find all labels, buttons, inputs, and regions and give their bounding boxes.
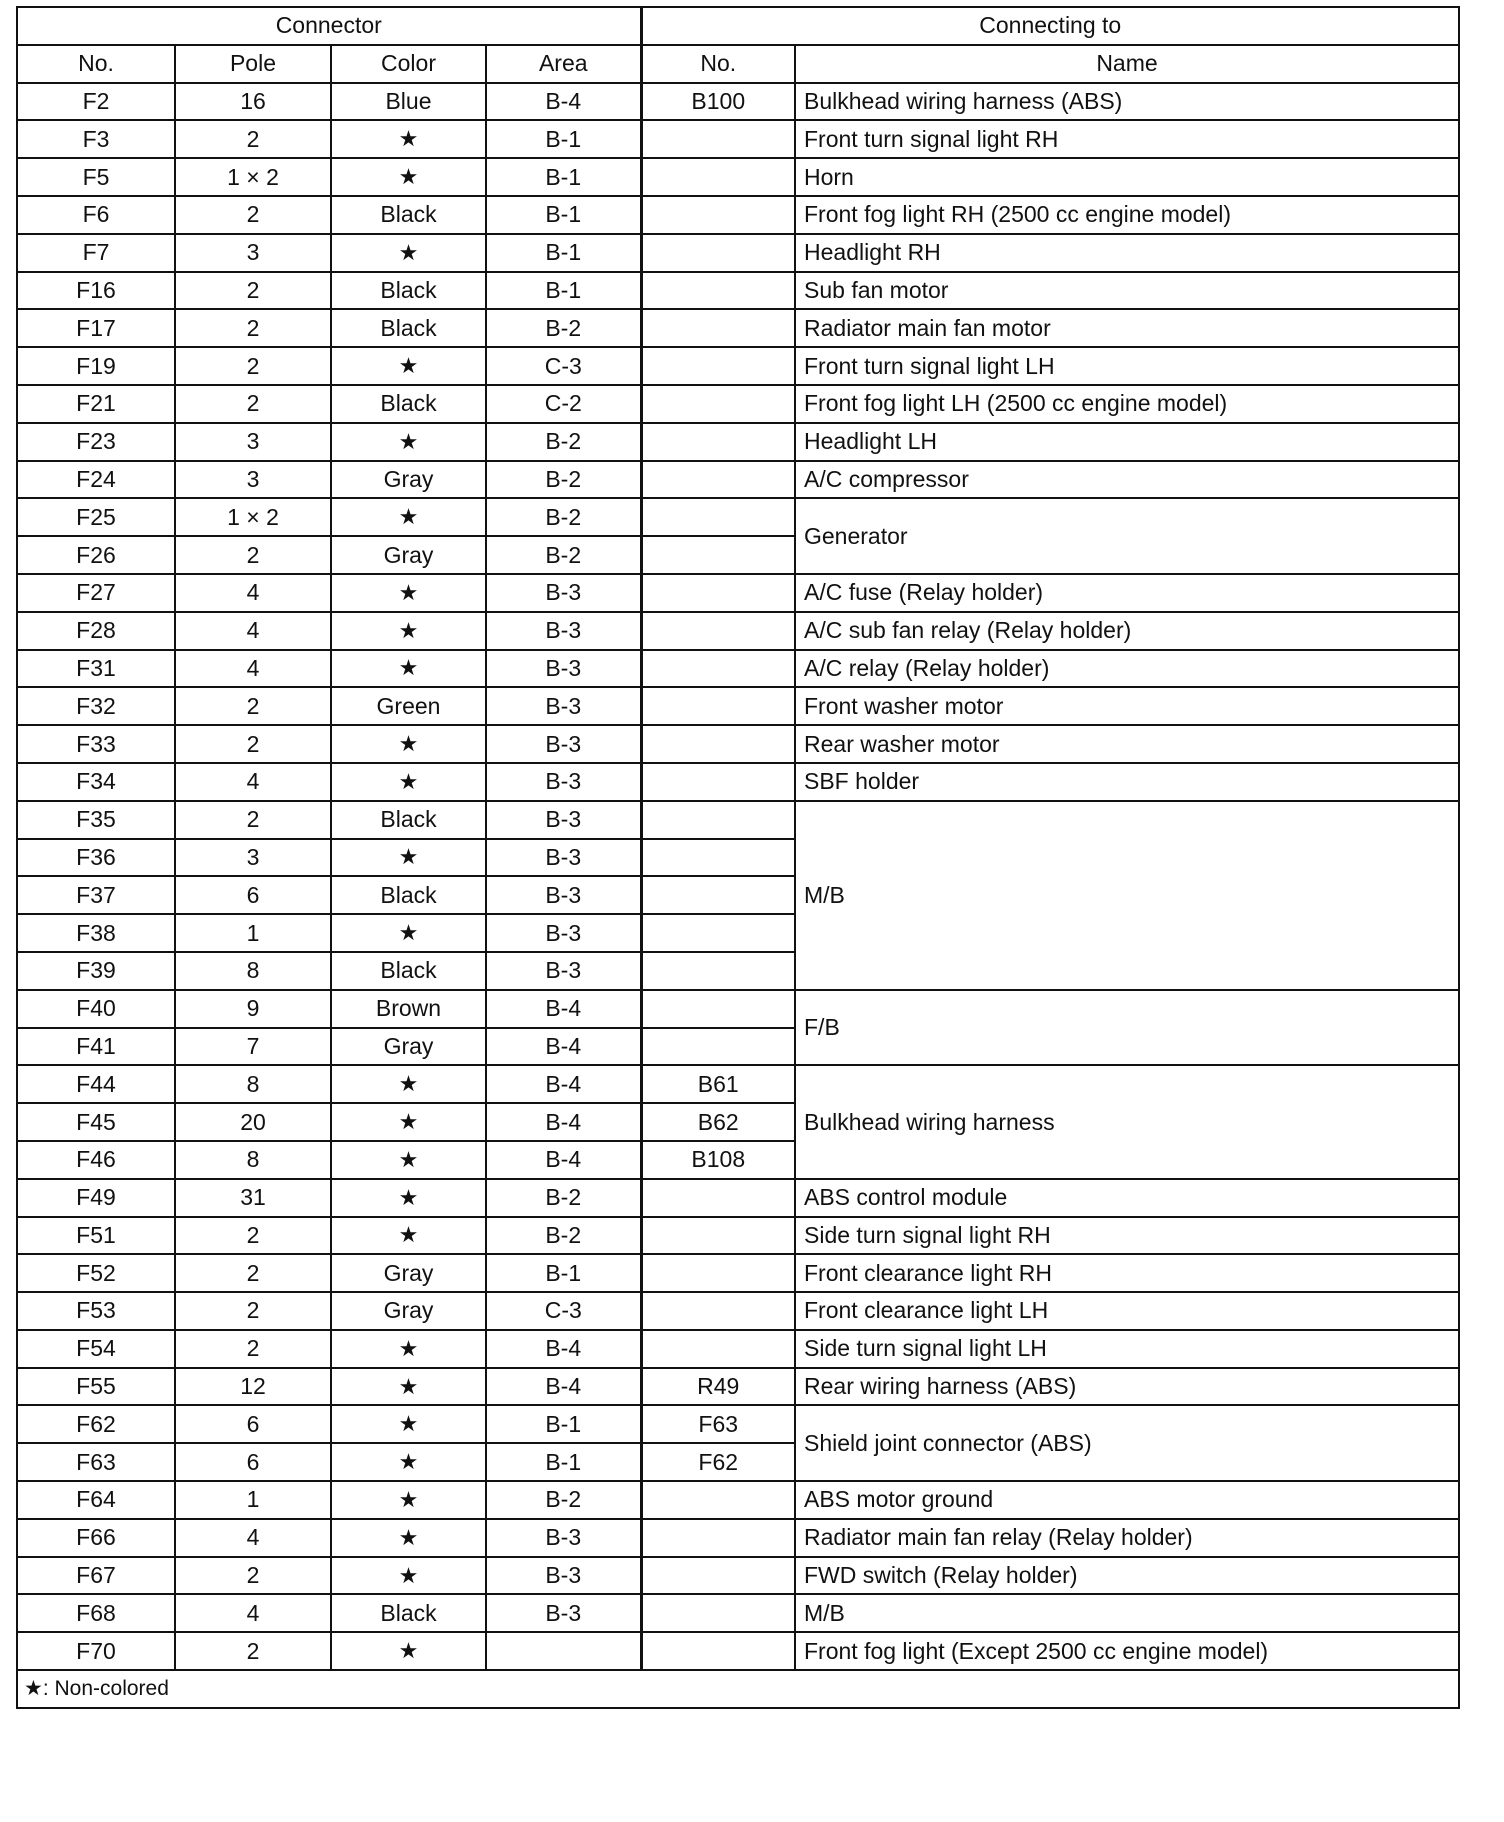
column-header-row (17, 45, 1459, 83)
connecting-to-name: Front turn signal light RH (795, 120, 1459, 158)
wire-color: ★ (331, 158, 486, 196)
area-code: B-3 (486, 574, 641, 612)
connecting-to-name: Radiator main fan motor (795, 309, 1459, 347)
connector-no: F51 (17, 1217, 175, 1255)
footnote-row (17, 1670, 1459, 1708)
area-code: B-4 (486, 83, 641, 121)
wire-color: ★ (331, 1368, 486, 1406)
wire-color: ★ (331, 1443, 486, 1481)
area-code: B-1 (486, 196, 641, 234)
table-row (17, 1405, 1459, 1443)
connector-no: F3 (17, 120, 175, 158)
connecting-to-name: A/C relay (Relay holder) (795, 650, 1459, 688)
column-header-no: No. (17, 45, 175, 83)
wire-color: Black (331, 272, 486, 310)
table-row (17, 1368, 1459, 1406)
pole-count: 2 (175, 309, 331, 347)
connector-no: F52 (17, 1254, 175, 1292)
connecting-to-no (641, 1330, 795, 1368)
connecting-to-no (641, 234, 795, 272)
wire-color: ★ (331, 1103, 486, 1141)
connecting-to-no (641, 1217, 795, 1255)
connector-no: F66 (17, 1519, 175, 1557)
connecting-to-name: Front fog light LH (2500 cc engine model) (795, 385, 1459, 423)
connecting-to-name: Radiator main fan relay (Relay holder) (795, 1519, 1459, 1557)
wire-color: ★ (331, 763, 486, 801)
table-row (17, 309, 1459, 347)
connector-table-sheet (16, 6, 1458, 1709)
connecting-to-name: Side turn signal light LH (795, 1330, 1459, 1368)
wire-color: ★ (331, 1405, 486, 1443)
area-code: C-3 (486, 1292, 641, 1330)
area-code: B-1 (486, 120, 641, 158)
table-row (17, 1594, 1459, 1632)
wire-color: ★ (331, 612, 486, 650)
connector-table-body (17, 7, 1459, 1708)
area-code: B-1 (486, 1254, 641, 1292)
table-row (17, 1519, 1459, 1557)
table-row (17, 725, 1459, 763)
area-code: B-4 (486, 1028, 641, 1066)
table-row (17, 158, 1459, 196)
wire-color: ★ (331, 1632, 486, 1670)
pole-count: 2 (175, 801, 331, 839)
connecting-to-no: F62 (641, 1443, 795, 1481)
connector-no: F32 (17, 687, 175, 725)
pole-count: 4 (175, 763, 331, 801)
connecting-to-name: Front clearance light RH (795, 1254, 1459, 1292)
connecting-to-name: Front clearance light LH (795, 1292, 1459, 1330)
connecting-to-no (641, 1481, 795, 1519)
pole-count: 1 × 2 (175, 158, 331, 196)
area-code: B-3 (486, 687, 641, 725)
area-code: B-3 (486, 801, 641, 839)
wire-color: ★ (331, 839, 486, 877)
area-code: B-2 (486, 498, 641, 536)
connector-no: F16 (17, 272, 175, 310)
connector-no: F62 (17, 1405, 175, 1443)
connector-no: F21 (17, 385, 175, 423)
table-row (17, 990, 1459, 1028)
connector-no: F7 (17, 234, 175, 272)
table-row (17, 1481, 1459, 1519)
connector-no: F34 (17, 763, 175, 801)
pole-count: 3 (175, 839, 331, 877)
connecting-to-no (641, 461, 795, 499)
table-row (17, 385, 1459, 423)
area-code: C-3 (486, 347, 641, 385)
connector-group-header: Connector (17, 7, 641, 45)
connector-no: F63 (17, 1443, 175, 1481)
wire-color: Gray (331, 461, 486, 499)
table-row (17, 574, 1459, 612)
connecting-to-name: F/B (795, 990, 1459, 1066)
area-code: B-4 (486, 1141, 641, 1179)
connecting-to-no (641, 498, 795, 536)
connecting-to-name: ABS motor ground (795, 1481, 1459, 1519)
connecting-to-no: B62 (641, 1103, 795, 1141)
connector-table (16, 6, 1460, 1709)
connecting-to-name: Horn (795, 158, 1459, 196)
pole-count: 2 (175, 725, 331, 763)
wire-color: ★ (331, 1481, 486, 1519)
connector-no: F40 (17, 990, 175, 1028)
pole-count: 2 (175, 1632, 331, 1670)
connecting-to-name: SBF holder (795, 763, 1459, 801)
connecting-to-no (641, 1632, 795, 1670)
connector-no: F24 (17, 461, 175, 499)
connector-no: F68 (17, 1594, 175, 1632)
pole-count: 2 (175, 272, 331, 310)
column-header-to-no: No. (641, 45, 795, 83)
area-code: B-3 (486, 952, 641, 990)
connecting-to-no (641, 196, 795, 234)
wire-color: Blue (331, 83, 486, 121)
connecting-to-no (641, 1254, 795, 1292)
table-row (17, 1065, 1459, 1103)
area-code: B-1 (486, 234, 641, 272)
connecting-to-no: F63 (641, 1405, 795, 1443)
wire-color: ★ (331, 650, 486, 688)
area-code: B-2 (486, 461, 641, 499)
area-code: B-2 (486, 1217, 641, 1255)
connecting-to-no (641, 1028, 795, 1066)
area-code: B-3 (486, 1519, 641, 1557)
wire-color: Black (331, 196, 486, 234)
wire-color: ★ (331, 574, 486, 612)
wire-color: Gray (331, 1028, 486, 1066)
connector-no: F25 (17, 498, 175, 536)
connector-no: F5 (17, 158, 175, 196)
connecting-to-no (641, 990, 795, 1028)
connecting-to-name: Rear washer motor (795, 725, 1459, 763)
connecting-to-name: Side turn signal light RH (795, 1217, 1459, 1255)
table-row (17, 1557, 1459, 1595)
wire-color: Gray (331, 1292, 486, 1330)
table-row (17, 1330, 1459, 1368)
table-row (17, 196, 1459, 234)
pole-count: 6 (175, 1443, 331, 1481)
connecting-to-no: B108 (641, 1141, 795, 1179)
area-code: B-3 (486, 1557, 641, 1595)
footnote: ★: Non-colored (17, 1670, 1459, 1708)
pole-count: 4 (175, 612, 331, 650)
wire-color: ★ (331, 498, 486, 536)
pole-count: 2 (175, 120, 331, 158)
area-code: B-3 (486, 650, 641, 688)
area-code: B-3 (486, 1594, 641, 1632)
pole-count: 2 (175, 385, 331, 423)
connecting-to-no (641, 574, 795, 612)
wire-color: ★ (331, 725, 486, 763)
connector-no: F26 (17, 536, 175, 574)
connecting-to-name: Bulkhead wiring harness (795, 1065, 1459, 1178)
connecting-to-no (641, 158, 795, 196)
connector-no: F36 (17, 839, 175, 877)
connecting-to-name: Rear wiring harness (ABS) (795, 1368, 1459, 1406)
table-row (17, 1179, 1459, 1217)
column-header-color: Color (331, 45, 486, 83)
area-code: B-1 (486, 272, 641, 310)
wire-color: Black (331, 876, 486, 914)
area-code: C-2 (486, 385, 641, 423)
connecting-to-name: Shield joint connector (ABS) (795, 1405, 1459, 1481)
connecting-to-name: Front turn signal light LH (795, 347, 1459, 385)
pole-count: 2 (175, 536, 331, 574)
connector-no: F33 (17, 725, 175, 763)
connector-no: F31 (17, 650, 175, 688)
connecting-to-no (641, 725, 795, 763)
pole-count: 4 (175, 574, 331, 612)
pole-count: 8 (175, 1141, 331, 1179)
area-code: B-3 (486, 763, 641, 801)
area-code: B-2 (486, 1481, 641, 1519)
pole-count: 4 (175, 650, 331, 688)
pole-count: 7 (175, 1028, 331, 1066)
connecting-to-name: A/C fuse (Relay holder) (795, 574, 1459, 612)
connecting-to-name: Headlight RH (795, 234, 1459, 272)
wire-color: Gray (331, 1254, 486, 1292)
connecting-to-no (641, 801, 795, 839)
area-code: B-1 (486, 1405, 641, 1443)
pole-count: 8 (175, 1065, 331, 1103)
wire-color: ★ (331, 1065, 486, 1103)
pole-count: 2 (175, 1557, 331, 1595)
connector-no: F45 (17, 1103, 175, 1141)
pole-count: 2 (175, 1217, 331, 1255)
column-header-pole: Pole (175, 45, 331, 83)
connecting-to-no (641, 536, 795, 574)
connecting-to-no (641, 1179, 795, 1217)
connecting-to-no (641, 952, 795, 990)
table-row (17, 1292, 1459, 1330)
connecting-to-no (641, 1594, 795, 1632)
pole-count: 2 (175, 1292, 331, 1330)
wire-color: ★ (331, 1557, 486, 1595)
wire-color: ★ (331, 1330, 486, 1368)
connector-no: F67 (17, 1557, 175, 1595)
area-code: B-2 (486, 423, 641, 461)
area-code: B-3 (486, 725, 641, 763)
connecting-to-name: Front fog light RH (2500 cc engine model) (795, 196, 1459, 234)
connector-no: F2 (17, 83, 175, 121)
pole-count: 9 (175, 990, 331, 1028)
table-row (17, 234, 1459, 272)
wire-color: Brown (331, 990, 486, 1028)
connecting-to-name: Generator (795, 498, 1459, 574)
pole-count: 4 (175, 1594, 331, 1632)
wire-color: ★ (331, 120, 486, 158)
connector-no: F28 (17, 612, 175, 650)
connecting-to-no: B100 (641, 83, 795, 121)
connecting-to-name: ABS control module (795, 1179, 1459, 1217)
pole-count: 2 (175, 687, 331, 725)
table-row (17, 120, 1459, 158)
pole-count: 31 (175, 1179, 331, 1217)
connector-no: F44 (17, 1065, 175, 1103)
connecting-to-group-header: Connecting to (641, 7, 1459, 45)
connector-no: F19 (17, 347, 175, 385)
pole-count: 1 (175, 1481, 331, 1519)
pole-count: 2 (175, 196, 331, 234)
table-row (17, 612, 1459, 650)
wire-color: ★ (331, 914, 486, 952)
wire-color: Green (331, 687, 486, 725)
pole-count: 8 (175, 952, 331, 990)
table-row (17, 498, 1459, 536)
connecting-to-no (641, 876, 795, 914)
area-code: B-4 (486, 1103, 641, 1141)
connecting-to-no (641, 309, 795, 347)
connector-no: F23 (17, 423, 175, 461)
connector-no: F27 (17, 574, 175, 612)
pole-count: 2 (175, 347, 331, 385)
connector-no: F38 (17, 914, 175, 952)
connecting-to-name: A/C compressor (795, 461, 1459, 499)
wire-color: ★ (331, 1519, 486, 1557)
wire-color: ★ (331, 1141, 486, 1179)
wire-color: ★ (331, 234, 486, 272)
connecting-to-no (641, 1557, 795, 1595)
wire-color: Black (331, 385, 486, 423)
pole-count: 2 (175, 1254, 331, 1292)
table-row (17, 801, 1459, 839)
connecting-to-name: Front washer motor (795, 687, 1459, 725)
connector-no: F49 (17, 1179, 175, 1217)
table-row (17, 1217, 1459, 1255)
pole-count: 1 × 2 (175, 498, 331, 536)
connector-no: F41 (17, 1028, 175, 1066)
area-code: B-2 (486, 536, 641, 574)
area-code: B-4 (486, 990, 641, 1028)
area-code: B-1 (486, 1443, 641, 1481)
area-code: B-3 (486, 876, 641, 914)
connector-no: F17 (17, 309, 175, 347)
connector-no: F70 (17, 1632, 175, 1670)
connecting-to-no (641, 385, 795, 423)
group-header-row (17, 7, 1459, 45)
connecting-to-no (641, 347, 795, 385)
table-row (17, 461, 1459, 499)
pole-count: 1 (175, 914, 331, 952)
area-code: B-3 (486, 839, 641, 877)
pole-count: 6 (175, 876, 331, 914)
connecting-to-no (641, 687, 795, 725)
connector-no: F6 (17, 196, 175, 234)
connecting-to-name: Sub fan motor (795, 272, 1459, 310)
connecting-to-no (641, 1519, 795, 1557)
wire-color: Black (331, 952, 486, 990)
area-code (486, 1632, 641, 1670)
connecting-to-no (641, 272, 795, 310)
wire-color: Gray (331, 536, 486, 574)
connecting-to-no (641, 423, 795, 461)
connector-no: F64 (17, 1481, 175, 1519)
pole-count: 3 (175, 461, 331, 499)
connector-no: F53 (17, 1292, 175, 1330)
connecting-to-no: B61 (641, 1065, 795, 1103)
wire-color: Black (331, 801, 486, 839)
connector-no: F54 (17, 1330, 175, 1368)
area-code: B-3 (486, 612, 641, 650)
table-row (17, 650, 1459, 688)
table-row (17, 423, 1459, 461)
pole-count: 6 (175, 1405, 331, 1443)
connector-no: F35 (17, 801, 175, 839)
pole-count: 2 (175, 1330, 331, 1368)
connecting-to-no (641, 763, 795, 801)
area-code: B-4 (486, 1330, 641, 1368)
wire-color: Black (331, 1594, 486, 1632)
connecting-to-name: A/C sub fan relay (Relay holder) (795, 612, 1459, 650)
area-code: B-1 (486, 158, 641, 196)
connecting-to-name: Front fog light (Except 2500 cc engine model) (795, 1632, 1459, 1670)
area-code: B-2 (486, 1179, 641, 1217)
table-row (17, 347, 1459, 385)
connecting-to-name: Headlight LH (795, 423, 1459, 461)
connecting-to-no (641, 650, 795, 688)
connecting-to-no (641, 1292, 795, 1330)
wire-color: ★ (331, 347, 486, 385)
area-code: B-4 (486, 1065, 641, 1103)
table-row (17, 83, 1459, 121)
connecting-to-name: M/B (795, 1594, 1459, 1632)
connecting-to-no (641, 612, 795, 650)
pole-count: 12 (175, 1368, 331, 1406)
connecting-to-no (641, 120, 795, 158)
connector-no: F39 (17, 952, 175, 990)
connecting-to-name: FWD switch (Relay holder) (795, 1557, 1459, 1595)
column-header-area: Area (486, 45, 641, 83)
connecting-to-name: M/B (795, 801, 1459, 990)
connector-no: F46 (17, 1141, 175, 1179)
area-code: B-4 (486, 1368, 641, 1406)
column-header-name: Name (795, 45, 1459, 83)
connector-no: F55 (17, 1368, 175, 1406)
table-row (17, 272, 1459, 310)
wire-color: ★ (331, 423, 486, 461)
pole-count: 4 (175, 1519, 331, 1557)
connecting-to-no: R49 (641, 1368, 795, 1406)
table-row (17, 687, 1459, 725)
table-row (17, 1254, 1459, 1292)
table-row (17, 1632, 1459, 1670)
connecting-to-no (641, 839, 795, 877)
connecting-to-name: Bulkhead wiring harness (ABS) (795, 83, 1459, 121)
wire-color: ★ (331, 1179, 486, 1217)
wire-color: ★ (331, 1217, 486, 1255)
area-code: B-3 (486, 914, 641, 952)
table-row (17, 763, 1459, 801)
pole-count: 20 (175, 1103, 331, 1141)
connecting-to-no (641, 914, 795, 952)
wire-color: Black (331, 309, 486, 347)
connector-no: F37 (17, 876, 175, 914)
pole-count: 16 (175, 83, 331, 121)
pole-count: 3 (175, 423, 331, 461)
pole-count: 3 (175, 234, 331, 272)
area-code: B-2 (486, 309, 641, 347)
